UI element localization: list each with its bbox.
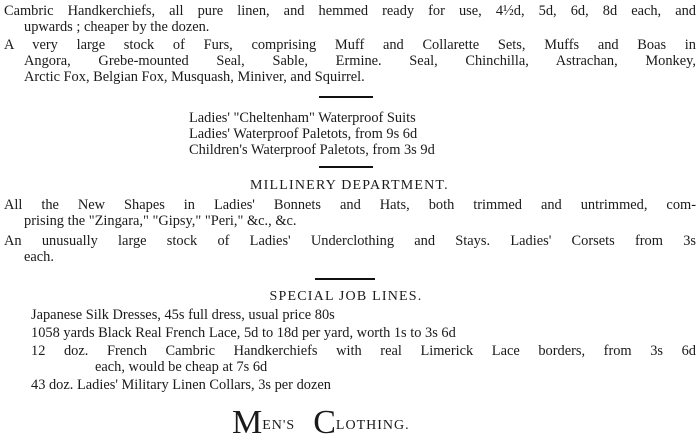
furs-line-1: A very large stock of Furs, comprising Muff and Collarette Sets, Muffs and Boas in [4,37,696,53]
mens-clothing-heading [232,406,410,446]
c-initial: C [313,404,336,441]
limerick-line-1: 12 doz. French Cambric Handkerchiefs with real Limerick Lace borders, from 3s 6d [31,343,696,359]
waterproof-line-1: Ladies' "Cheltenham" Waterproof Suits [189,110,416,126]
silk-dresses-line: Japanese Silk Dresses, 45s full dress, usual price 80s [31,307,335,323]
furs-line-3: Arctic Fox, Belgian Fox, Musquash, Miniver, and Squirrel. [24,69,365,85]
c-rest: LOTHING. [335,418,410,433]
section-divider-2 [319,166,373,168]
limerick-line-2: each, would be cheap at 7s 6d [95,359,268,375]
millinery-heading: MILLINERY DEPARTMENT. [250,178,449,193]
handkerchiefs-line-2: upwards ; cheaper by the dozen. [24,19,210,35]
waterproof-line-2: Ladies' Waterproof Paletots, from 9s 6d [189,126,418,142]
waterproof-line-3: Children's Waterproof Paletots, from 3s 9d [189,142,435,158]
m-initial: M [232,404,263,441]
special-job-heading: SPECIAL JOB LINES. [269,289,423,304]
section-divider-1 [319,96,373,98]
millinery-line-2: prising the "Zingara," "Gipsy," "Peri," &c., &c. [24,213,297,229]
millinery-line-1: All the New Shapes in Ladies' Bonnets and Hats, both trimmed and untrimmed, com- [4,197,696,213]
handkerchiefs-line-1: Cambric Handkerchiefs, all pure linen, and hemmed ready for use, 4½d, 5d, 6d, 8d each, and [4,3,696,19]
underclothing-line-2: each. [24,249,54,265]
collars-line: 43 doz. Ladies' Military Linen Collars, 3s per dozen [31,377,331,393]
m-rest: EN'S [262,418,296,433]
underclothing-line-1: An unusually large stock of Ladies' Underclothing and Stays. Ladies' Corsets from 3s [4,233,696,249]
french-lace-line: 1058 yards Black Real French Lace, 5d to 18d per yard, worth 1s to 3s 6d [31,325,456,341]
furs-line-2: Angora, Grebe-mounted Seal, Sable, Ermine. Seal, Chinchilla, Astrachan, Monkey, [24,53,696,69]
section-divider-3 [315,278,375,280]
